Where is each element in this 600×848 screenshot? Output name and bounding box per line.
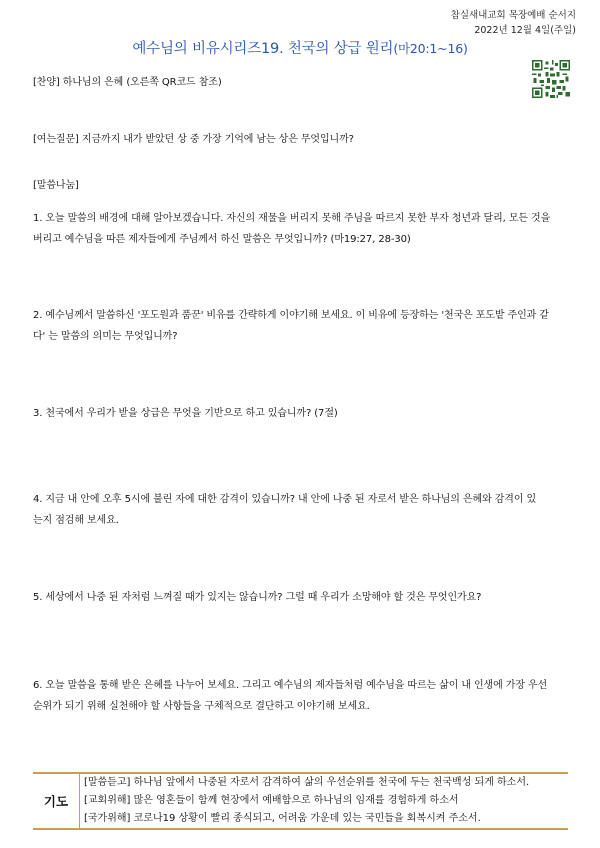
question-5-line-1: 5. 세상에서 나중 된 자처럼 느껴질 때가 있지는 않습니까? 그럴 때 우리가 소망해야 할 것은 무엇인가요? (33, 592, 482, 603)
praise-line: [찬양] 하나님의 은혜 (오른쪽 QR코드 참조) (33, 77, 222, 88)
prayer-item-church: [교회위해] 많은 영혼들이 함께 현장에서 예배함으로 하나님의 임재를 경험하게 하소서 (84, 795, 459, 806)
question-6-line-2: 순위가 되기 위해 실천해야 할 사항들을 구체적으로 결단하고 이야기해 보세요. (33, 701, 370, 712)
church-name: 참실새내교회 목장예배 순서지 (450, 10, 576, 21)
question-4-line-2: 는지 점검해 보세요. (33, 515, 119, 526)
question-2-line-1: 2. 예수님께서 말씀하신 '포도원과 품꾼' 비유를 간략하게 이야기해 보세요. 이 비유에 등장하는 '천국은 포도밭 주인과 같 (33, 310, 549, 321)
question-2-line-2: 다' 는 말씀의 의미는 무엇입니까? (33, 331, 178, 342)
prayer-label: 기도 (43, 794, 69, 809)
question-3-line-1: 3. 천국에서 우리가 받을 상급은 무엇을 기반으로 하고 있습니까? (7절) (33, 408, 338, 419)
title-main: 예수님의 비유시리즈19. 천국의 상급 원리 (132, 41, 394, 57)
prayer-item-nation: [국가위해] 코로나19 상황이 빨리 종식되고, 어려움 가운데 있는 국민들을 회복시켜 주소서. (84, 813, 481, 824)
question-1-line-1: 1. 오늘 말씀의 배경에 대해 알아보겠습니다. 자신의 재물을 버리지 못해 주님을 따르지 못한 부자 청년과 달리, 모든 것을 (33, 213, 551, 224)
prayer-box (33, 772, 568, 830)
service-date: 2022년 12월 4일(주일) (474, 25, 576, 36)
title-reference: (마20:1~16) (393, 41, 468, 56)
question-4-line-1: 4. 지금 내 안에 오후 5시에 불린 자에 대한 감격이 있습니까? 내 안에 나중 된 자로서 받은 하나님의 은혜와 감격이 있 (33, 494, 537, 505)
prayer-item-word: [말씀듣고] 하나님 앞에서 나중된 자로서 감격하여 삶의 우선순위를 천국에 두는 천국백성 되게 하소서. (84, 777, 530, 788)
page-title (0, 37, 600, 58)
question-6-line-1: 6. 오늘 말씀을 통해 받은 은혜를 나누어 보세요. 그리고 예수님의 제자들처럼 예수님을 따르는 삶이 내 인생에 가장 우선 (33, 680, 548, 691)
question-1-line-2: 버리고 예수님을 따른 제자들에게 주님께서 하신 말씀은 무엇입니까? (마19:27, 28-30) (33, 234, 411, 245)
header (451, 8, 576, 38)
prayer-items (79, 774, 568, 828)
opening-question: [여는질문] 지금까지 내가 받았던 상 중 가장 기억에 남는 상은 무엇입니까? (33, 134, 354, 145)
sharing-label: [말씀나눔] (33, 180, 79, 191)
